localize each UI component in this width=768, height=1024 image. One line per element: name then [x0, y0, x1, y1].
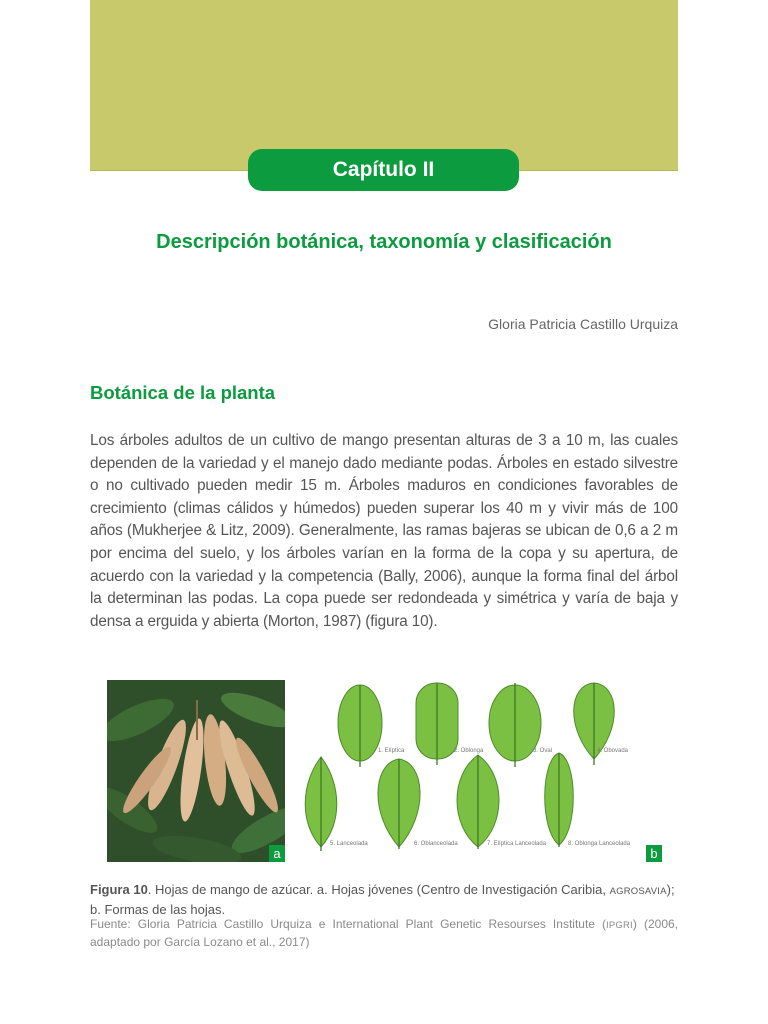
- panel-a-badge: a: [269, 845, 285, 862]
- figure-source: [90, 916, 678, 951]
- caption-text-2: ); b. Formas de las hojas.: [90, 882, 675, 917]
- leaf-label-2: 2. Oblonga: [454, 748, 484, 754]
- leaf-label-5: 5. Lanceolada: [330, 841, 368, 847]
- leaf-eliptica-lanceolada: [457, 755, 499, 849]
- source-org: IPGRI: [606, 920, 633, 931]
- leaf-label-6: 6. Oblanceolada: [414, 841, 458, 847]
- panel-b-badge: b: [646, 845, 662, 862]
- leaf-label-3: 3. Oval: [533, 748, 553, 754]
- chapter-label: [248, 149, 519, 191]
- leaf-label-4: 4. Obovada: [597, 748, 629, 754]
- figure-caption: [90, 881, 678, 919]
- leaf-oblonga-lanceolada: [545, 753, 574, 847]
- caption-org: AGROSAVIA: [609, 886, 667, 897]
- body-paragraph: Los árboles adultos de un cultivo de mango presentan alturas de 3 a 10 m, las cuales dependen de la variedad y el manejo dado mediante podas. Árboles en estado silvestre o no cultivado pueden medir 15 m. Árboles maduros en condiciones favorables de crecimiento (climas cálidos y húmedos) pueden superar los 40 m y vivir más de 100 años (Mukherjee & Litz, 2009). Generalmente, las ramas bajeras se ubican de 0,6 a 2 m por encima del suelo, y los árboles varían en la forma de la copa y su apertura, de acuerdo con la variedad y la competencia (Bally, 2006), aunque la forma final del árbol la determinan las podas. La copa puede ser redondeada y simétrica y varía de baja y densa a erguida y abierta (Morton, 1987) (figura 10).: [90, 432, 678, 630]
- leaf-label-1: 1. Elíptica: [378, 748, 405, 754]
- leaf-oblonga: [416, 683, 458, 765]
- leaf-lanceolada: [305, 757, 337, 851]
- caption-label: Figura 10: [90, 882, 148, 897]
- leaf-eliptica: [338, 685, 382, 767]
- leaf-shapes-panel: [300, 676, 645, 862]
- source-text-2: ) (2006, adaptado por García Lozano et al., 2017): [90, 917, 679, 949]
- young-leaves-photo: [107, 680, 285, 862]
- leaf-shapes-drawing: [300, 676, 645, 862]
- chapter-title: Descripción botánica, taxonomía y clasificación: [156, 231, 612, 253]
- leaf-label-7: 7. Elíptica Lanceolada: [487, 841, 547, 847]
- leaf-oval: [489, 683, 541, 767]
- chapter-label-text: Capítulo II: [332, 158, 435, 181]
- section-heading: Botánica de la planta: [90, 382, 276, 403]
- source-text-1: Fuente: Gloria Patricia Castillo Urquiza e International Plant Genetic Resourses Institute (: [90, 917, 607, 931]
- caption-text-1: . Hojas de mango de azúcar. a. Hojas jóvenes (Centro de Investigación Caribia,: [147, 882, 610, 897]
- leaf-label-8: 8. Oblonga Lanceolada: [568, 841, 631, 847]
- author-name: Gloria Patricia Castillo Urquiza: [488, 316, 678, 332]
- chapter-header-band: [90, 0, 678, 171]
- leaf-oblanceolada: [378, 759, 420, 849]
